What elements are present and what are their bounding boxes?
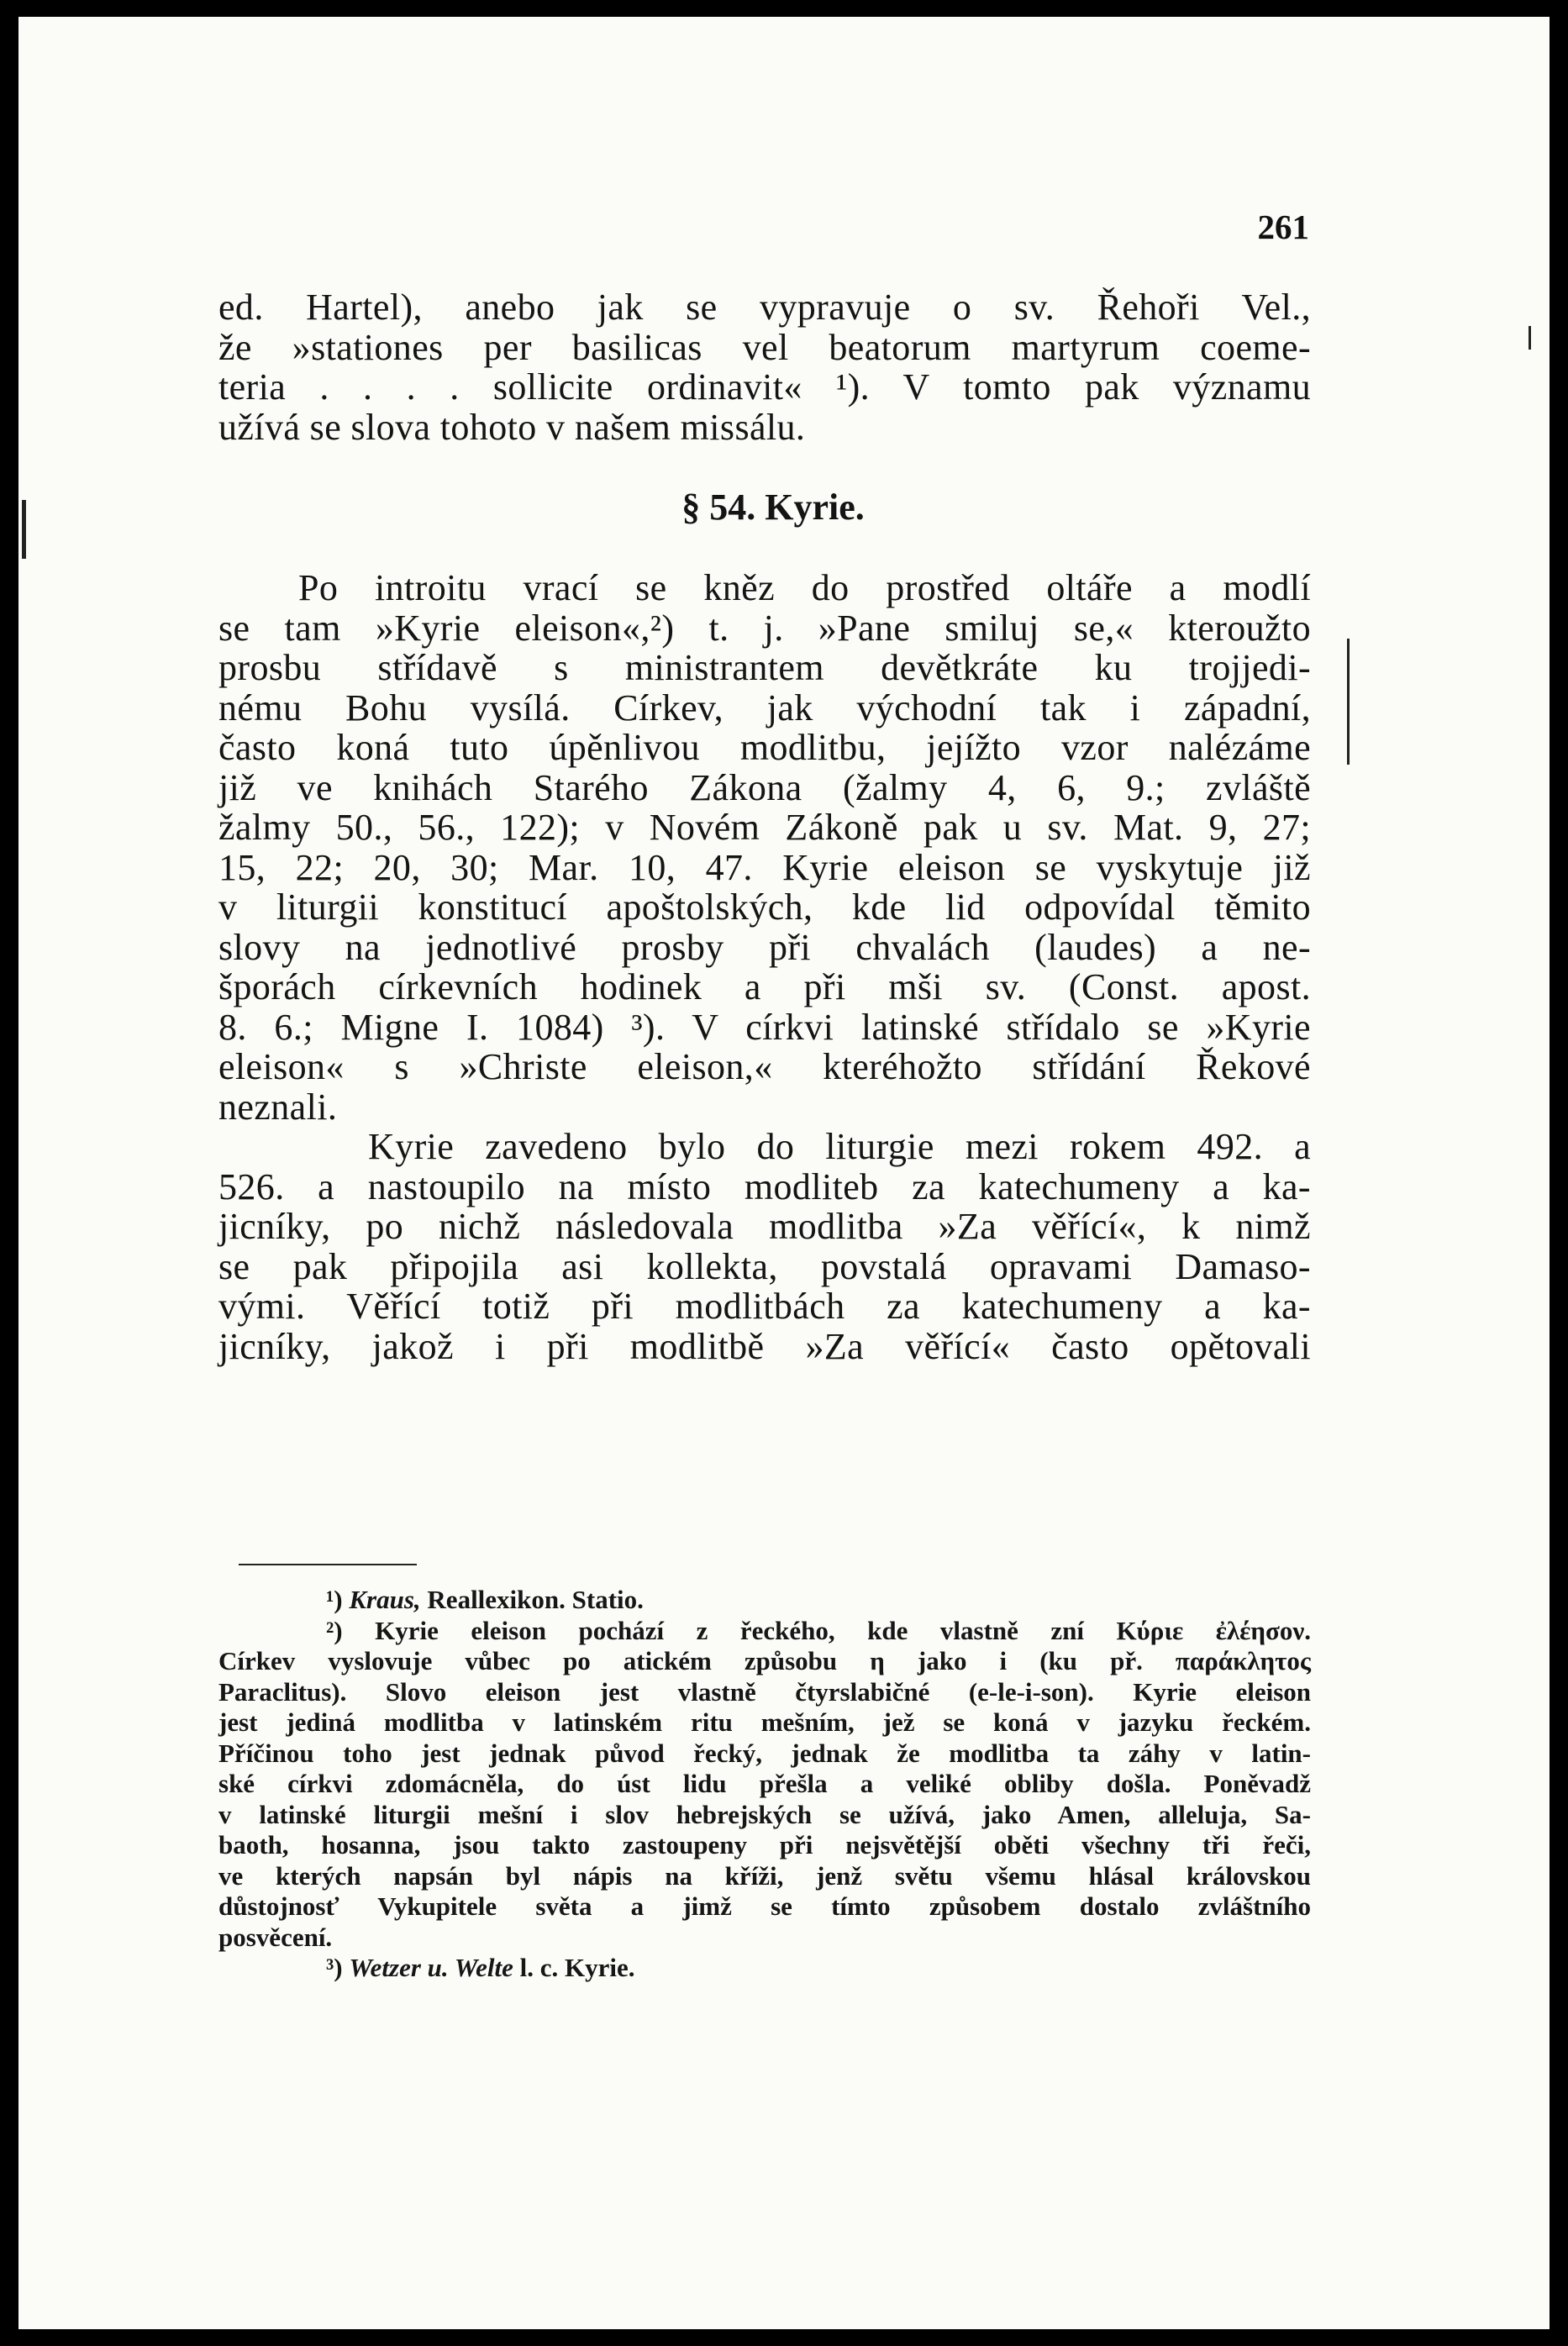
footnotes <box>218 1585 1311 1984</box>
footnote-2-line: posvěcení. <box>218 1922 333 1952</box>
footnote-2-line: jest jediná modlitba v latinském ritu mešním, jež se koná v jazyku řeckém. <box>218 1707 1311 1737</box>
section-heading: § 54. Kyrie. <box>681 487 865 528</box>
section-line: prosbu střídavě s ministrantem devětkráte ku trojjedi- <box>218 647 1311 688</box>
section-line: jicníky, po nichž následovala modlitba »Za věřící«, k nimž <box>218 1206 1311 1247</box>
section-line: eleison« s »Christe eleison,« kteréhožto střídání Řekové <box>218 1046 1311 1087</box>
body-line: ed. Hartel), anebo jak se vypravuje o sv. Řehoři Vel., <box>218 287 1311 328</box>
footnote-text: Reallexikon. Statio. <box>427 1585 644 1614</box>
section-line: jicníky, jakož i při modlitbě »Za věřící« často opětovali <box>218 1325 1311 1367</box>
binding-edge-mark <box>22 500 26 559</box>
footnote-author: Wetzer u. Welte <box>349 1953 513 1982</box>
margin-line-mark <box>1347 639 1350 765</box>
section-line: 8. 6.; Migne I. 1084) ³). V církvi latinské střídalo se »Kyrie <box>218 1006 1311 1048</box>
section-line: žalmy 50., 56., 122); v Novém Zákoně pak u sv. Mat. 9, 27; <box>218 807 1311 848</box>
section-line: nému Bohu vysílá. Církev, jak východní tak i západní, <box>218 686 1311 729</box>
page-scan <box>18 17 1550 2329</box>
footnote-2-line: ve kterých napsán byl nápis na kříži, jenž světu všemu hlásal královskou <box>218 1860 1311 1891</box>
footnote-author: Kraus, <box>349 1585 421 1614</box>
section-line: vými. Věřící totiž při modlitbách za katechumeny a ka- <box>218 1286 1311 1327</box>
main-text <box>218 287 1311 1366</box>
section-line: Po introitu vrací se kněz do prostřed oltáře a modlí <box>298 567 1311 608</box>
section-line: se tam »Kyrie eleison«,²) t. j. »Pane smiluj se,« kteroužto <box>218 607 1311 649</box>
footnote-1 <box>218 1585 1311 1616</box>
footnote-2-line: Paraclitus). Slovo eleison jest vlastně čtyrslabičné (e-le-i-son). Kyrie eleison <box>218 1676 1311 1707</box>
footnote-3 <box>218 1953 1311 1984</box>
footnote-divider <box>239 1564 417 1565</box>
section-line: již ve knihách Starého Zákona (žalmy 4, 6, 9.; zvláště <box>218 766 1311 808</box>
footnote-2-line: Církev vyslovuje vůbec po atickém způsobu η jako i (ku př. παράκλητος <box>218 1646 1311 1675</box>
footnote-marker: ³) <box>326 1953 343 1982</box>
footnote-text: l. c. Kyrie. <box>519 1953 635 1982</box>
margin-tick-mark <box>1529 326 1531 350</box>
page-number: 261 <box>1257 208 1309 246</box>
body-line: že »stationes per basilicas vel beatorum martyrum coeme- <box>218 326 1311 368</box>
body-line: teria . . . . sollicite ordinavit« ¹). V tomto pak významu <box>218 366 1311 408</box>
footnote-2-line: ²) Kyrie eleison pochází z řeckého, kde vlastně zní Κύριε ἐλέησον. <box>326 1615 1311 1645</box>
section-line: často koná tuto úpěnlivou modlitbu, jejížto vzor nalézáme <box>218 727 1311 768</box>
footnote-2-line: Příčinou toho jest jednak původ řecký, jednak že modlitba ta záhy v latin- <box>218 1738 1311 1768</box>
section-line: v liturgii konstitucí apoštolských, kde lid odpovídal těmito <box>218 886 1311 928</box>
section-line: šporách církevních hodinek a při mši sv. (Const. apost. <box>218 966 1311 1007</box>
section-line: se pak připojila asi kollekta, povstalá opravami Damaso- <box>218 1245 1311 1287</box>
section-line: slovy na jednotlivé prosby při chvalách (laudes) a ne- <box>218 926 1311 968</box>
footnote-2-line: důstojnosť Vykupitele světa a jimž se tímto způsobem dostalo zvláštního <box>218 1891 1311 1921</box>
section-line: 15, 22; 20, 30; Mar. 10, 47. Kyrie eleison se vyskytuje již <box>218 846 1311 888</box>
section-line: Kyrie zavedeno bylo do liturgie mezi rokem 492. a <box>368 1126 1311 1167</box>
footnote-2-line: baoth, hosanna, jsou takto zastoupeny při nejsvětější oběti všechny tři řeči, <box>218 1830 1311 1859</box>
footnote-2-line: ské církvi zdomácněla, do úst lidu přešla a veliké obliby došla. Poněvadž <box>218 1769 1311 1798</box>
section-line: neznali. <box>218 1086 338 1128</box>
footnote-marker: ¹) <box>326 1585 343 1614</box>
section-line: 526. a nastoupilo na místo modliteb za katechumeny a ka- <box>218 1165 1311 1207</box>
footnote-2-line: v latinské liturgii mešní i slov hebrejských se užívá, jako Amen, alleluja, Sa- <box>218 1799 1311 1829</box>
body-line: užívá se slova tohoto v našem missálu. <box>218 406 806 448</box>
